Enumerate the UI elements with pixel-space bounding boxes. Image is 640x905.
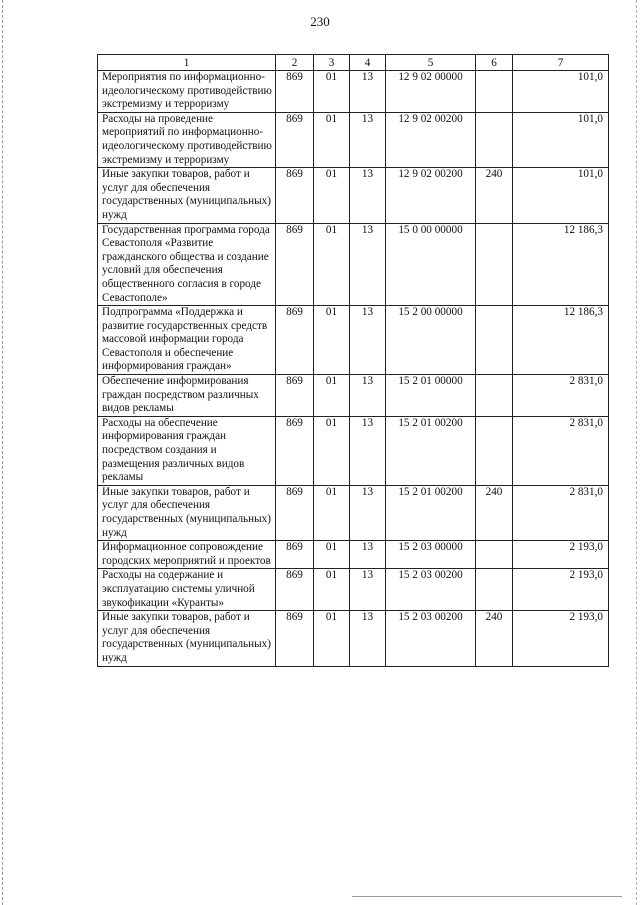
row-col3-cell: 01 (314, 168, 350, 223)
bottom-rule (352, 896, 622, 897)
row-col6-cell: 240 (476, 168, 513, 223)
row-name-cell: Расходы на обеспечение информирования граждан посредством создания и размещения различных видов рекламы (98, 416, 276, 485)
row-col4-cell: 13 (350, 569, 386, 611)
row-name-cell: Расходы на содержание и эксплуатацию системы уличной звукофикации «Куранты» (98, 569, 276, 611)
row-col6-cell (476, 223, 513, 306)
row-col5-cell: 12 9 02 00200 (386, 168, 476, 223)
row-col6-cell (476, 112, 513, 167)
row-col2-cell: 869 (276, 569, 314, 611)
header-col-1: 1 (98, 55, 276, 71)
row-amount-cell: 101,0 (513, 71, 609, 113)
row-col4-cell: 13 (350, 541, 386, 569)
budget-table (97, 54, 609, 667)
row-amount-cell: 2 193,0 (513, 541, 609, 569)
table-row (98, 168, 609, 223)
row-col3-cell: 01 (314, 375, 350, 417)
row-col6-cell (476, 375, 513, 417)
table-row (98, 112, 609, 167)
row-col2-cell: 869 (276, 416, 314, 485)
left-edge-rule (2, 0, 3, 905)
row-amount-cell: 2 831,0 (513, 485, 609, 540)
table-row (98, 611, 609, 666)
row-amount-cell: 12 186,3 (513, 223, 609, 306)
row-col2-cell: 869 (276, 611, 314, 666)
row-col4-cell: 13 (350, 71, 386, 113)
table-row (98, 485, 609, 540)
row-col2-cell: 869 (276, 306, 314, 375)
header-col-3: 3 (314, 55, 350, 71)
header-col-7: 7 (513, 55, 609, 71)
row-col3-cell: 01 (314, 541, 350, 569)
row-name-cell: Обеспечение информирования граждан посредством различных видов рекламы (98, 375, 276, 417)
table-row (98, 71, 609, 113)
row-name-cell: Информационное сопровождение городских мероприятий и проектов (98, 541, 276, 569)
header-col-2: 2 (276, 55, 314, 71)
row-col5-cell: 15 0 00 00000 (386, 223, 476, 306)
header-col-6: 6 (476, 55, 513, 71)
row-col3-cell: 01 (314, 223, 350, 306)
row-col2-cell: 869 (276, 485, 314, 540)
row-col4-cell: 13 (350, 223, 386, 306)
row-amount-cell: 2 831,0 (513, 375, 609, 417)
header-col-5: 5 (386, 55, 476, 71)
table-row (98, 569, 609, 611)
row-col5-cell: 12 9 02 00200 (386, 112, 476, 167)
row-col5-cell: 15 2 01 00200 (386, 485, 476, 540)
row-col3-cell: 01 (314, 611, 350, 666)
row-col6-cell: 240 (476, 611, 513, 666)
row-col2-cell: 869 (276, 375, 314, 417)
row-col4-cell: 13 (350, 112, 386, 167)
row-name-cell: Иные закупки товаров, работ и услуг для обеспечения государственных (муниципальных) нужд (98, 611, 276, 666)
row-col6-cell: 240 (476, 485, 513, 540)
row-name-cell: Мероприятия по информационно-идеологическому противодействию экстремизму и терроризму (98, 71, 276, 113)
row-col5-cell: 12 9 02 00000 (386, 71, 476, 113)
table-row (98, 375, 609, 417)
row-col4-cell: 13 (350, 416, 386, 485)
row-col2-cell: 869 (276, 223, 314, 306)
row-amount-cell: 2 831,0 (513, 416, 609, 485)
row-name-cell: Государственная программа города Севастополя «Развитие гражданского общества и создание условий для обеспечения общественного согласия в городе Севастополе» (98, 223, 276, 306)
row-col3-cell: 01 (314, 416, 350, 485)
row-col2-cell: 869 (276, 541, 314, 569)
row-col3-cell: 01 (314, 71, 350, 113)
row-name-cell: Расходы на проведение мероприятий по информационно-идеологическому противодействию экстремизму и терроризму (98, 112, 276, 167)
row-name-cell: Иные закупки товаров, работ и услуг для обеспечения государственных (муниципальных) нужд (98, 168, 276, 223)
row-col5-cell: 15 2 00 00000 (386, 306, 476, 375)
page-number: 230 (310, 14, 330, 29)
row-col6-cell (476, 306, 513, 375)
table-row (98, 223, 609, 306)
table-row (98, 541, 609, 569)
row-col5-cell: 15 2 01 00000 (386, 375, 476, 417)
row-name-cell: Иные закупки товаров, работ и услуг для обеспечения государственных (муниципальных) нужд (98, 485, 276, 540)
right-edge-rule (636, 0, 637, 905)
row-col4-cell: 13 (350, 306, 386, 375)
table-row (98, 306, 609, 375)
row-col4-cell: 13 (350, 611, 386, 666)
row-col6-cell (476, 71, 513, 113)
row-col5-cell: 15 2 03 00000 (386, 541, 476, 569)
row-col3-cell: 01 (314, 112, 350, 167)
row-col2-cell: 869 (276, 168, 314, 223)
row-amount-cell: 12 186,3 (513, 306, 609, 375)
row-col3-cell: 01 (314, 485, 350, 540)
row-amount-cell: 2 193,0 (513, 569, 609, 611)
row-col5-cell: 15 2 03 00200 (386, 611, 476, 666)
row-col6-cell (476, 541, 513, 569)
row-col2-cell: 869 (276, 112, 314, 167)
row-name-cell: Подпрограмма «Поддержка и развитие государственных средств массовой информации города Севастополя и обеспечение информирования граждан» (98, 306, 276, 375)
row-col4-cell: 13 (350, 375, 386, 417)
row-amount-cell: 101,0 (513, 112, 609, 167)
row-col3-cell: 01 (314, 569, 350, 611)
header-col-4: 4 (350, 55, 386, 71)
row-col6-cell (476, 569, 513, 611)
row-col5-cell: 15 2 03 00200 (386, 569, 476, 611)
row-col4-cell: 13 (350, 485, 386, 540)
row-col2-cell: 869 (276, 71, 314, 113)
row-col4-cell: 13 (350, 168, 386, 223)
row-amount-cell: 101,0 (513, 168, 609, 223)
row-col3-cell: 01 (314, 306, 350, 375)
row-amount-cell: 2 193,0 (513, 611, 609, 666)
row-col6-cell (476, 416, 513, 485)
table-header-row (98, 55, 609, 71)
table-row (98, 416, 609, 485)
row-col5-cell: 15 2 01 00200 (386, 416, 476, 485)
